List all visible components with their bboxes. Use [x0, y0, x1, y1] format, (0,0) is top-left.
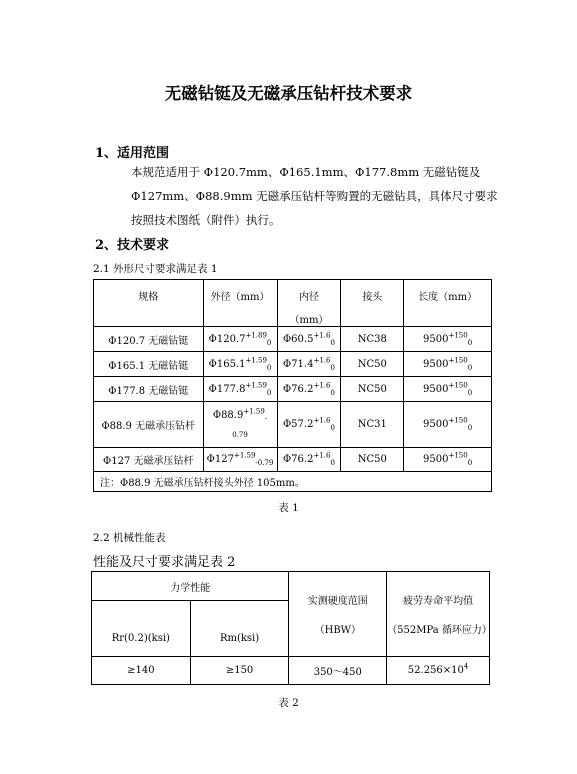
length-lower-tol: 0 — [467, 363, 473, 372]
length-upper-tol: +150 — [448, 416, 468, 425]
id-value: Φ76.2 — [282, 454, 314, 465]
id-upper-tol: +1.6 — [313, 331, 331, 340]
header-joint: 接头 — [341, 280, 404, 327]
length-lower-tol: 0 — [467, 388, 473, 397]
id-value: Φ71.4 — [282, 358, 314, 370]
cell-od — [203, 327, 277, 352]
cell-length — [404, 377, 492, 402]
id-upper-tol: +1.6 — [313, 451, 331, 460]
section1-line2: Φ127mm、Φ88.9mm 无磁承压钻杆等购置的无磁钻具，具体尺寸要求 — [131, 189, 498, 203]
section22-label: 2.2 机械性能表 — [93, 532, 166, 544]
od-value: Φ127 — [206, 454, 234, 465]
cell-length — [404, 352, 492, 377]
header-spec: 规格 — [94, 280, 204, 327]
cell-rr: ≥140 — [92, 657, 191, 685]
length-lower-tol: 0 — [467, 459, 473, 467]
section22-subheading: 性能及尺寸要求满足表 2 — [93, 555, 236, 570]
header-hardness-line1: 实测硬度范围 — [307, 596, 368, 607]
table-row — [94, 377, 492, 402]
table-note-row — [94, 472, 492, 492]
table-header-row — [92, 572, 490, 601]
dimension-table — [93, 279, 492, 492]
cell-id — [277, 327, 341, 352]
cell-length — [404, 448, 492, 472]
length-value: 9500 — [423, 419, 449, 430]
cell-joint: NC50 — [341, 352, 404, 377]
id-upper-tol: +1.6 — [313, 381, 331, 390]
length-upper-tol: +150 — [448, 356, 468, 365]
id-value: Φ76.2 — [282, 383, 314, 395]
table2-caption: 表 2 — [278, 697, 299, 709]
length-lower-tol: 0 — [467, 424, 473, 432]
mechanical-table — [91, 571, 490, 685]
length-upper-tol: +150 — [448, 451, 468, 460]
cell-id — [277, 377, 341, 402]
od-lower-tol: - — [264, 415, 268, 423]
cell-joint: NC31 — [341, 402, 404, 448]
od-lower-tol: 0 — [266, 363, 272, 372]
cell-joint: NC50 — [341, 377, 404, 402]
cell-fatigue — [387, 657, 490, 685]
length-upper-tol: +150 — [448, 381, 468, 390]
section1-line3: 按照技术图纸（附件）执行。 — [131, 213, 281, 227]
fatigue-exponent: 4 — [463, 662, 469, 671]
od-upper-tol: +1.59 — [243, 407, 265, 416]
table-header-row — [94, 280, 492, 327]
table-row — [94, 352, 492, 377]
od-upper-tol: +1.59 — [245, 381, 267, 390]
section1-line1: 本规范适用于 Φ120.7mm、Φ165.1mm、Φ177.8mm 无磁钻铤及 — [131, 165, 481, 179]
length-value: 9500 — [423, 383, 449, 395]
cell-spec: Φ127 无磁承压钻杆 — [94, 448, 204, 472]
id-upper-tol: +1.6 — [313, 416, 331, 425]
cell-rm: ≥150 — [190, 657, 289, 685]
table-row — [94, 327, 492, 352]
header-rr: Rr(0.2)(ksi) — [92, 601, 191, 657]
cell-length — [404, 327, 492, 352]
id-upper-tol: +1.6 — [313, 356, 331, 365]
document-title: 无磁钻铤及无磁承压钻杆技术要求 — [164, 84, 413, 103]
header-length: 长度（mm） — [404, 280, 492, 327]
cell-id — [277, 402, 341, 448]
section2-heading: 2、技术要求 — [95, 238, 170, 253]
cell-spec: Φ120.7 无磁钻铤 — [94, 327, 204, 352]
table-row — [94, 448, 492, 472]
header-id-line1: 内径 — [298, 292, 319, 303]
od-lower-tol: 0 — [266, 338, 272, 347]
id-lower-tol: 0 — [330, 424, 335, 432]
cell-spec: Φ177.8 无磁钻铤 — [94, 377, 204, 402]
header-id-line2: （mm） — [289, 315, 329, 326]
id-lower-tol: 0 — [330, 388, 335, 397]
cell-id — [277, 448, 341, 472]
cell-od — [203, 352, 277, 377]
fatigue-value: 52.256×10 — [407, 665, 464, 676]
header-hardness-line2: （HBW） — [314, 625, 361, 636]
id-value: Φ60.5 — [282, 333, 314, 345]
length-lower-tol: 0 — [467, 338, 473, 347]
od-upper-tol: +1.59 — [233, 451, 256, 460]
od-lower-tol: -0.79 — [255, 459, 274, 467]
id-value: Φ57.2 — [282, 419, 314, 430]
od-upper-tol: +1.59 — [245, 356, 267, 365]
od-value: Φ120.7 — [208, 333, 246, 345]
cell-id — [277, 352, 341, 377]
od-value: Φ165.1 — [208, 358, 246, 370]
header-fatigue — [387, 572, 490, 657]
table-row — [92, 657, 490, 685]
od-lower-tol-value: 0.79 — [232, 431, 248, 439]
length-value: 9500 — [423, 454, 449, 465]
cell-spec: Φ88.9 无磁承压钻杆 — [94, 402, 204, 448]
od-lower-tol: 0 — [266, 388, 272, 397]
length-value: 9500 — [423, 333, 449, 345]
id-lower-tol: 0 — [330, 459, 335, 467]
cell-hardness: 350～450 — [289, 657, 387, 685]
header-hardness — [289, 572, 387, 657]
section21-label: 2.1 外形尺寸要求满足表 1 — [93, 263, 218, 275]
cell-joint: NC50 — [341, 448, 404, 472]
id-lower-tol: 0 — [330, 363, 335, 372]
id-lower-tol: 0 — [330, 338, 335, 347]
header-rm: Rm(ksi) — [190, 601, 289, 657]
table-row — [94, 402, 492, 448]
header-od: 外径（mm） — [203, 280, 277, 327]
od-value: Φ88.9 — [212, 410, 244, 421]
cell-od — [203, 377, 277, 402]
header-mechanical: 力学性能 — [92, 572, 289, 601]
cell-od — [203, 448, 277, 472]
cell-spec: Φ165.1 无磁钻铤 — [94, 352, 204, 377]
section1-heading: 1、适用范围 — [95, 146, 170, 161]
cell-joint: NC38 — [341, 327, 404, 352]
cell-od — [203, 402, 277, 448]
od-upper-tol: +1.89 — [245, 331, 267, 340]
header-fatigue-line1: 疲劳寿命平均值 — [403, 596, 474, 607]
length-value: 9500 — [423, 358, 449, 370]
length-upper-tol: +150 — [448, 331, 468, 340]
header-fatigue-line2: （552MPa 循环应力） — [387, 625, 492, 636]
od-value: Φ177.8 — [208, 383, 246, 395]
cell-length — [404, 402, 492, 448]
table-note: 注：Φ88.9 无磁承压钻杆接头外径 105mm。 — [94, 472, 492, 492]
header-id — [277, 280, 341, 327]
table1-caption: 表 1 — [278, 502, 299, 514]
